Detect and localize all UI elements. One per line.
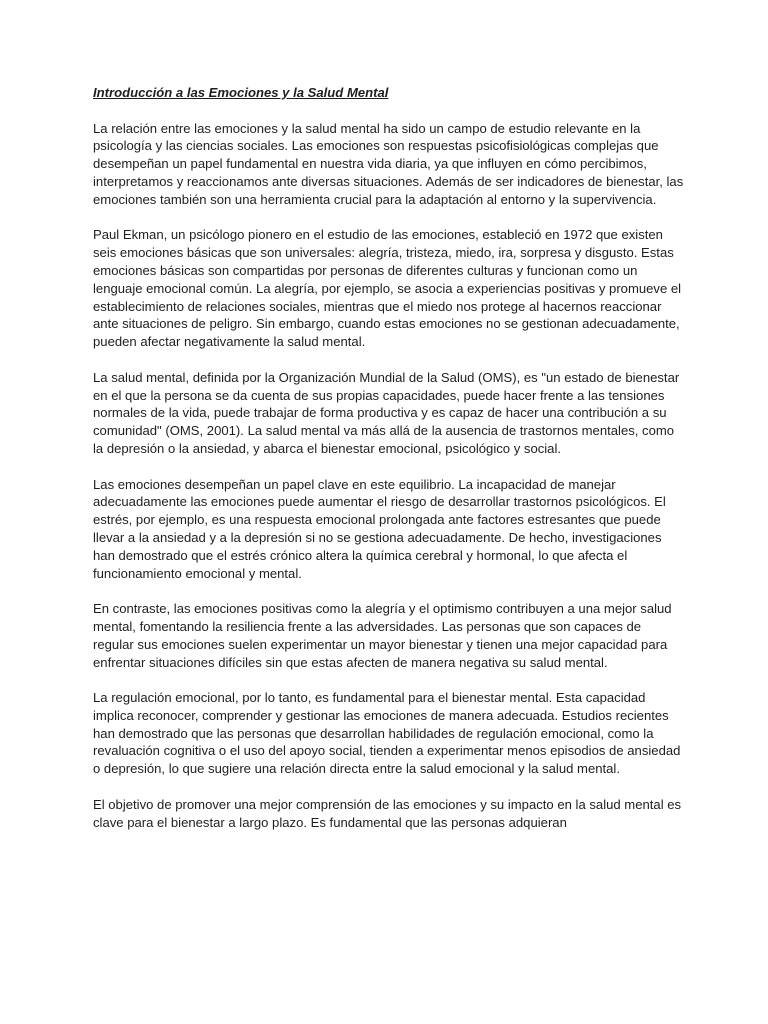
paragraph-5: En contraste, las emociones positivas como la alegría y el optimismo contribuyen a una mejor salud mental, fomentando la resiliencia frente a las adversidades. Las personas que son capaces de regular sus emociones suelen experimentar un mayor bienestar y tienen una mejor capacidad para enfrentar situaciones difíciles sin que estas afecten de manera negativa su salud mental. (93, 601, 672, 670)
paragraph-1: La relación entre las emociones y la salud mental ha sido un campo de estudio relevante en la psicología y las ciencias sociales. Las emociones son respuestas psicofisiológicas complejas que desempeñan un papel fundamental en nuestra vida diaria, ya que influyen en cómo percibimos, interpretamos y reaccionamos ante diversas situaciones. Además de ser indicadores de bienestar, las emociones también son una herramienta crucial para la adaptación al entorno y la supervivencia. (93, 120, 684, 207)
document-body (93, 84, 685, 849)
document-title: Introducción a las Emociones y la Salud Mental (93, 85, 389, 100)
paragraph-4: Las emociones desempeñan un papel clave en este equilibrio. La incapacidad de manejar adecuadamente las emociones puede aumentar el riesgo de desarrollar trastornos psicológicos. El estrés, por ejemplo, es una respuesta emocional prolongada ante factores estresantes que puede llevar a la ansiedad y a la depresión si no se gestiona adecuadamente. De hecho, investigaciones han demostrado que el estrés crónico altera la química cerebral y hormonal, lo que afecta el funcionamiento emocional y mental. (93, 476, 666, 581)
paragraph-7: El objetivo de promover una mejor comprensión de las emociones y su impacto en la salud mental es clave para el bienestar a largo plazo. Es fundamental que las personas adquieran (93, 796, 682, 830)
paragraph-2: Paul Ekman, un psicólogo pionero en el estudio de las emociones, estableció en 1972 que existen seis emociones básicas que son universales: alegría, tristeza, miedo, ira, sorpresa y disgusto. Estas emociones básicas son compartidas por personas de diferentes culturas y funcionan como un lenguaje emocional común. La alegría, por ejemplo, se asocia a experiencias positivas y promueve el establecimiento de relaciones sociales, mientras que el miedo nos protege al hacernos reaccionar ante situaciones de peligro. Sin embargo, cuando estas emociones no se gestionan adecuadamente, pueden afectar negativamente la salud mental. (93, 227, 682, 350)
paragraph-3: La salud mental, definida por la Organización Mundial de la Salud (OMS), es "un estado de bienestar en el que la persona se da cuenta de sus propias capacidades, puede hacer frente a las tensiones normales de la vida, puede trabajar de forma productiva y es capaz de hacer una contribución a su comunidad" (OMS, 2001). La salud mental va más allá de la ausencia de trastornos mentales, como la depresión o la ansiedad, y abarca el bienestar emocional, psicológico y social. (93, 369, 680, 456)
paragraph-6: La regulación emocional, por lo tanto, es fundamental para el bienestar mental. Esta capacidad implica reconocer, comprender y gestionar las emociones de manera adecuada. Estudios recientes han demostrado que las personas que desarrollan habilidades de regulación emocional, como la revaluación cognitiva o el uso del apoyo social, tienden a experimentar menos episodios de ansiedad o depresión, lo que sugiere una relación directa entre la salud emocional y la salud mental. (93, 690, 681, 777)
